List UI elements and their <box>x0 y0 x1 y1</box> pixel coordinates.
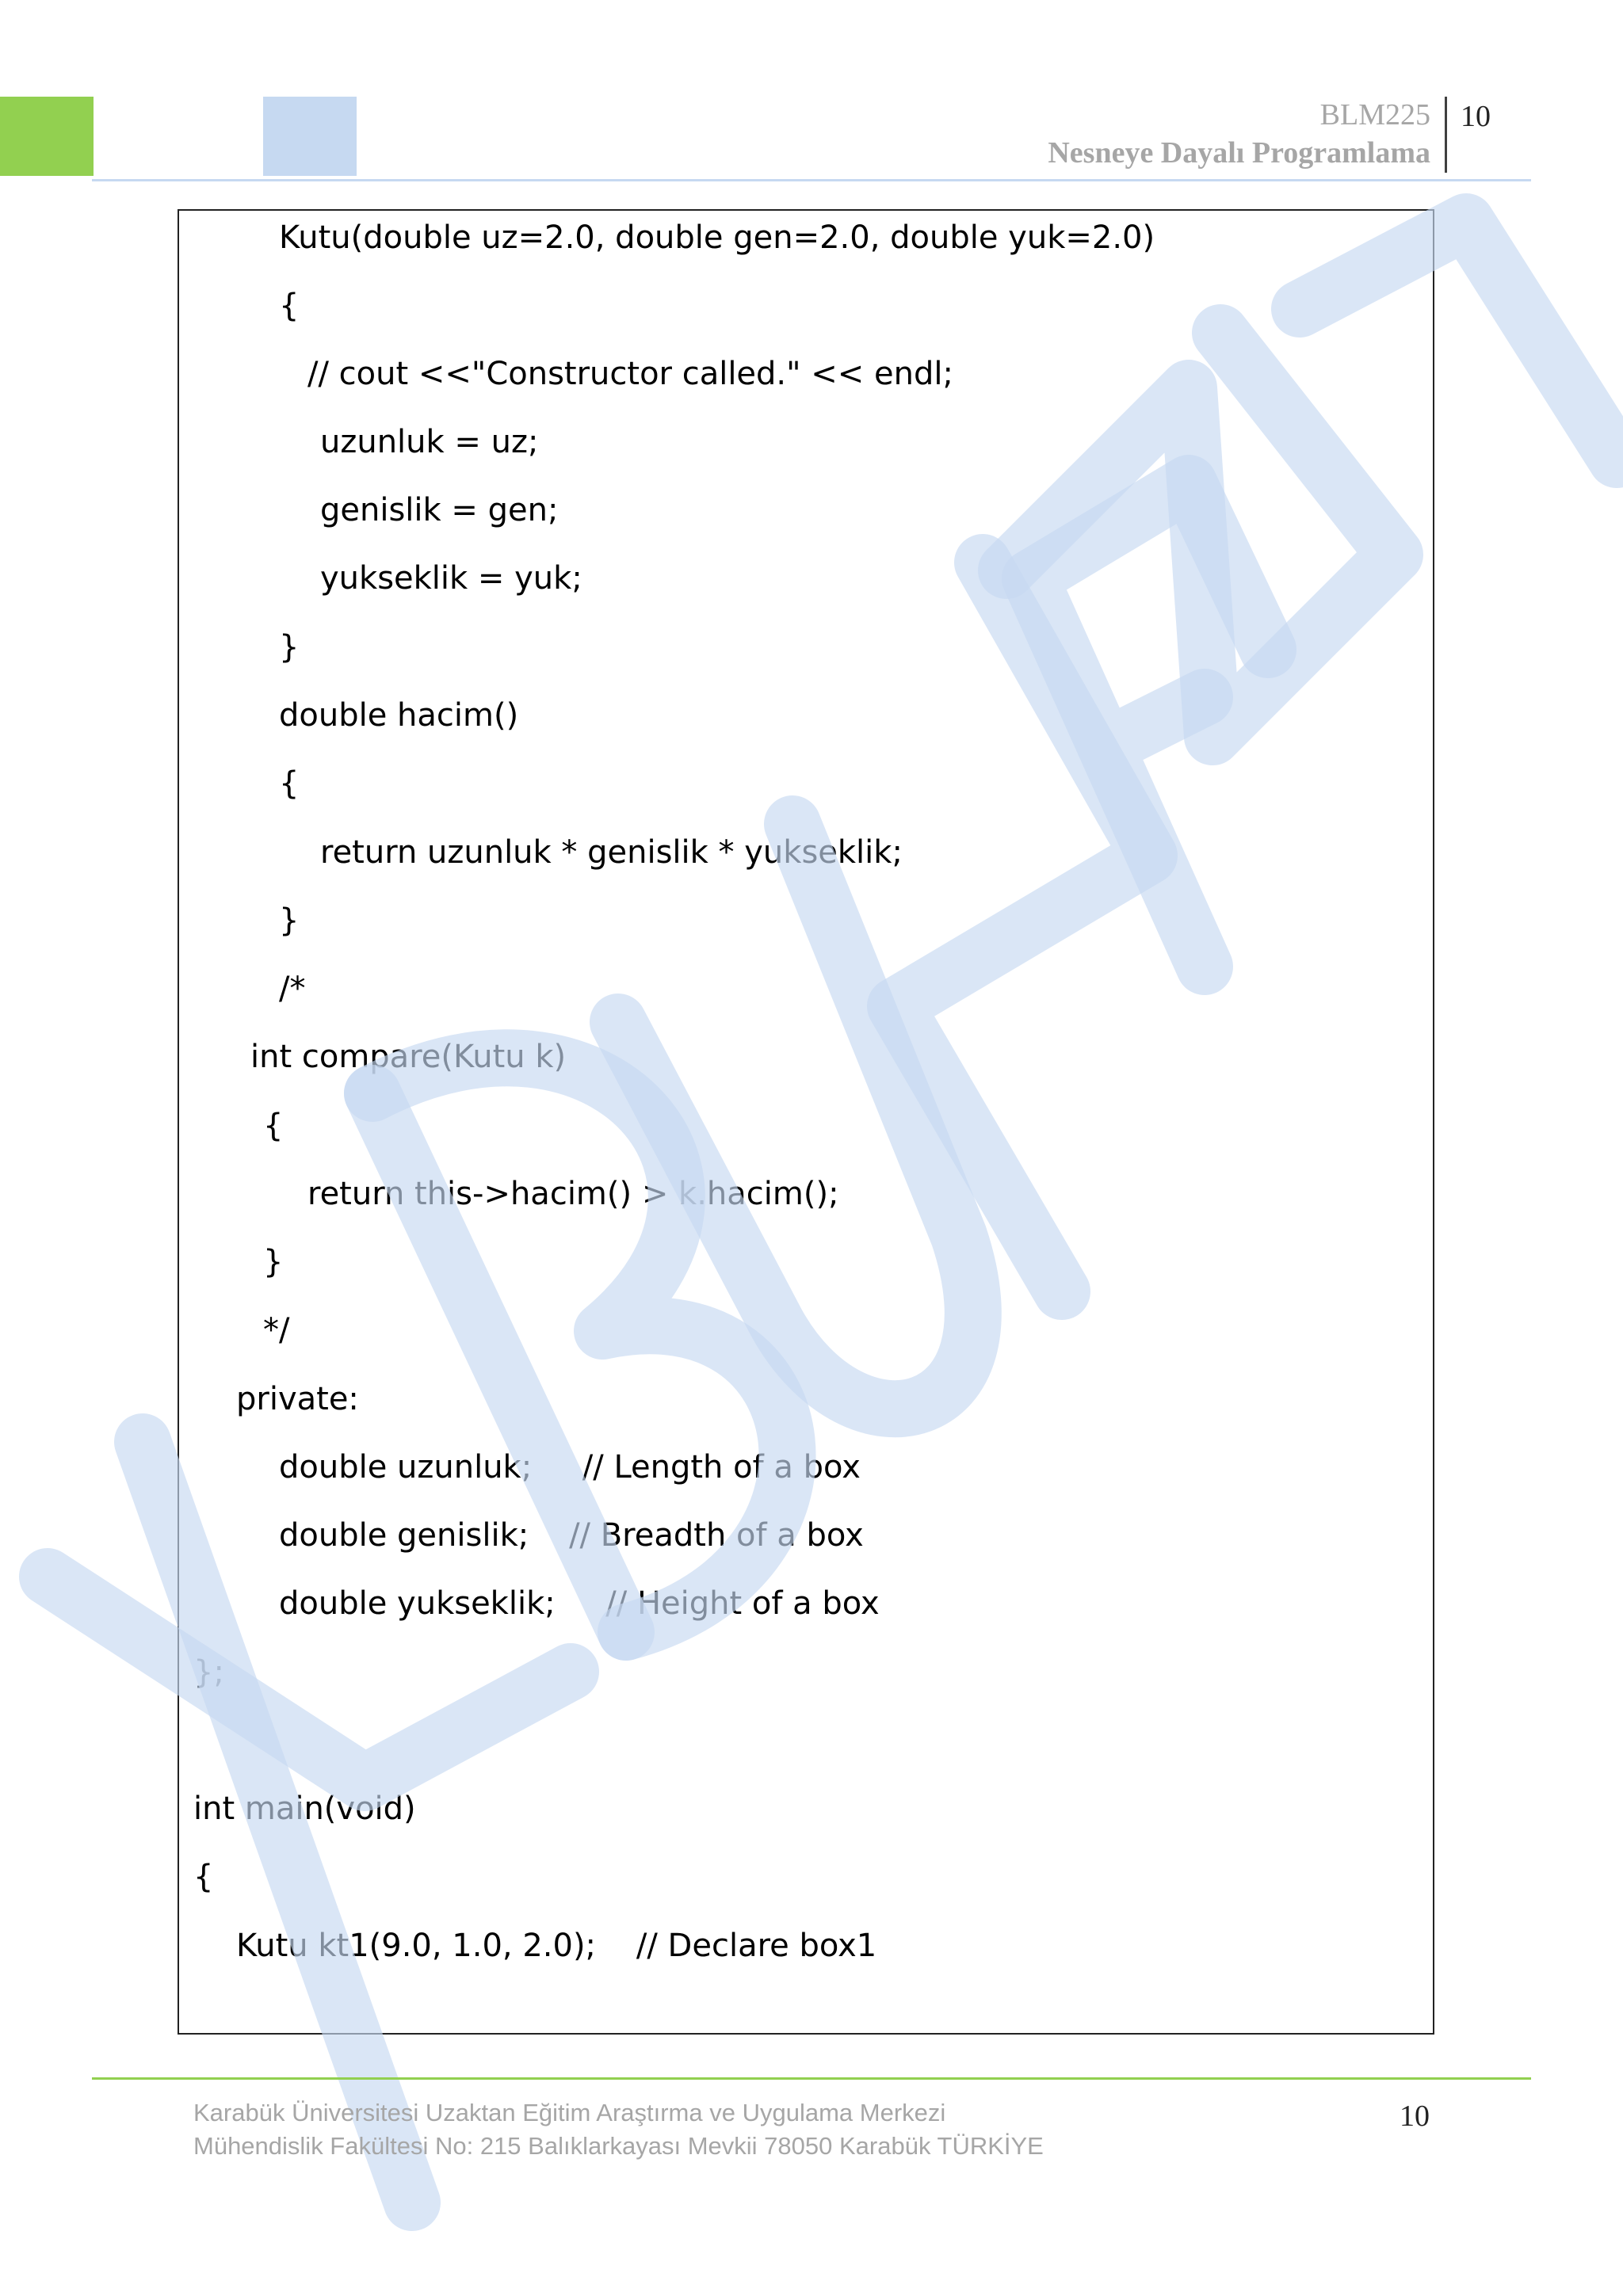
code-line: { <box>193 1859 214 1895</box>
code-line: double uzunluk; // Length of a box <box>279 1449 861 1486</box>
code-line: // cout <<"Constructor called." << endl; <box>307 356 953 392</box>
code-line: /* <box>279 971 306 1007</box>
course-code: BLM225 <box>1319 98 1430 132</box>
footer-address: Mühendislik Fakültesi No: 215 Balıklarkayası Mevkii 78050 Karabük TÜRKİYE <box>193 2132 1044 2160</box>
footer-page-number: 10 <box>1400 2100 1430 2133</box>
code-line: }; <box>193 1654 224 1691</box>
code-line: } <box>279 629 300 666</box>
header-rule <box>92 179 1531 181</box>
header-divider <box>1445 97 1447 173</box>
code-line: uzunluk = uz; <box>320 424 539 460</box>
header-page-number: 10 <box>1461 100 1491 133</box>
code-line: Kutu kt1(9.0, 1.0, 2.0); // Declare box1 <box>236 1928 877 1964</box>
header-blue-block <box>263 97 357 176</box>
code-line: return uzunluk * genislik * yukseklik; <box>320 834 903 871</box>
code-line: Kutu(double uz=2.0, double gen=2.0, double yuk=2.0) <box>279 219 1155 256</box>
code-line: int compare(Kutu k) <box>250 1039 567 1075</box>
code-line: double hacim() <box>279 697 519 734</box>
course-name: Nesneye Dayalı Programlama <box>1048 136 1430 170</box>
code-line: double yukseklik; // Height of a box <box>279 1585 880 1622</box>
footer-rule <box>92 2077 1531 2080</box>
code-line: int main(void) <box>193 1791 416 1827</box>
code-line: { <box>279 288 300 324</box>
header-green-block <box>0 97 94 176</box>
footer-institution: Karabük Üniversitesi Uzaktan Eğitim Araştırma ve Uygulama Merkezi <box>193 2099 946 2126</box>
code-line: } <box>279 902 300 939</box>
code-line: double genislik; // Breadth of a box <box>279 1517 864 1554</box>
code-line: yukseklik = yuk; <box>320 560 582 597</box>
code-line: { <box>279 765 300 802</box>
code-line: genislik = gen; <box>320 492 559 528</box>
code-listing-box <box>178 209 1434 2035</box>
code-line: private: <box>236 1381 359 1417</box>
code-line: */ <box>263 1312 290 1348</box>
code-line: } <box>263 1244 284 1280</box>
code-line: { <box>263 1108 284 1144</box>
code-line: return this->hacim() > k.hacim(); <box>307 1176 839 1212</box>
